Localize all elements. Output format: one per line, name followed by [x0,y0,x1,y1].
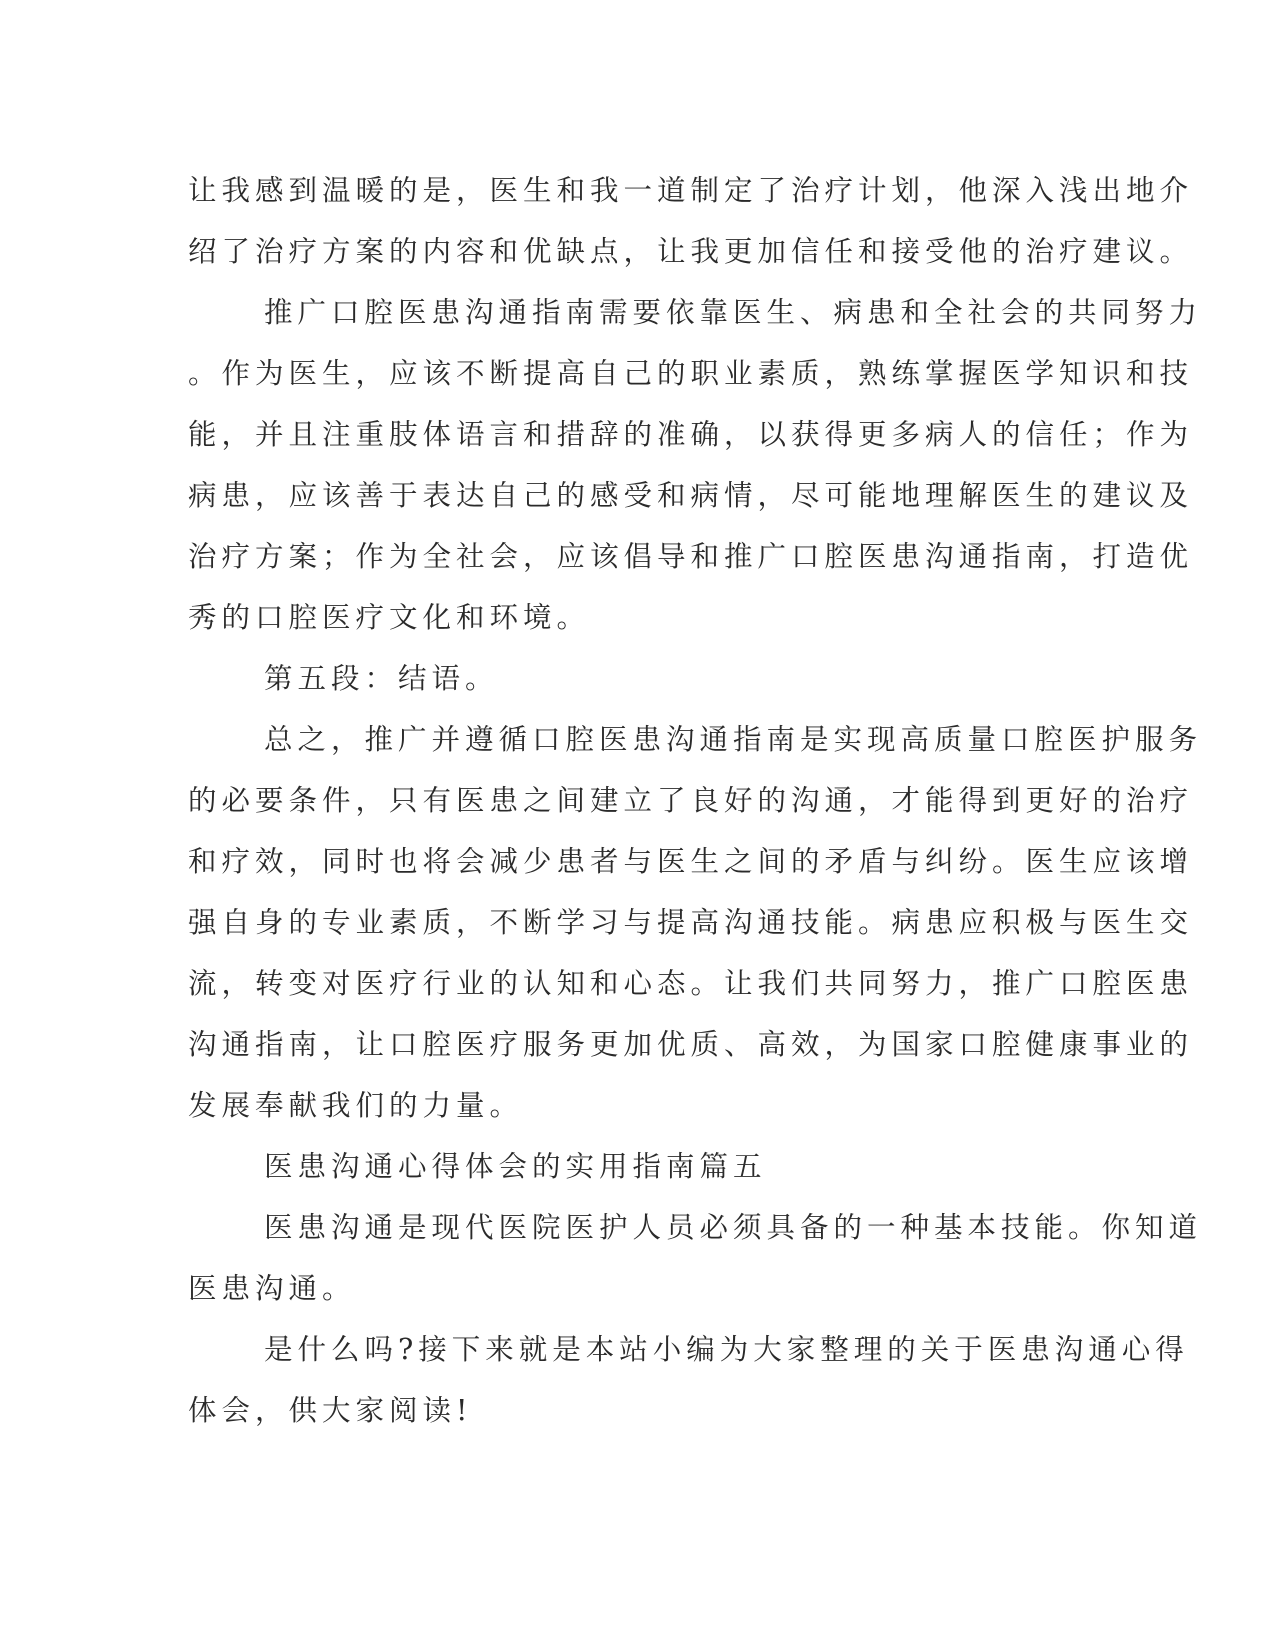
text-line: 强自身的专业素质，不断学习与提高沟通技能。病患应积极与医生交 [188,906,1194,939]
text-line: 发展奉献我们的力量。 [188,1089,524,1122]
article-title: 医患沟通心得体会的实用指南篇五 [264,1150,767,1183]
text-line: 。作为医生，应该不断提高自己的职业素质，熟练掌握医学知识和技 [188,357,1194,390]
text-line: 是什么吗?接下来就是本站小编为大家整理的关于医患沟通心得 [264,1333,1189,1366]
text-line: 能，并且注重肢体语言和措辞的准确，以获得更多病人的信任；作为 [188,418,1194,451]
text-line: 流，转变对医疗行业的认知和心态。让我们共同努力，推广口腔医患 [188,967,1194,1000]
text-line: 病患，应该善于表达自己的感受和病情，尽可能地理解医生的建议及 [188,479,1194,512]
text-line: 体会，供大家阅读! [188,1394,473,1427]
text-line: 和疗效，同时也将会减少患者与医生之间的矛盾与纠纷。医生应该增 [188,845,1194,878]
text-line: 推广口腔医患沟通指南需要依靠医生、病患和全社会的共同努力 [264,296,1203,329]
text-line: 的必要条件，只有医患之间建立了良好的沟通，才能得到更好的治疗 [188,784,1194,817]
text-line: 治疗方案；作为全社会，应该倡导和推广口腔医患沟通指南，打造优 [188,540,1194,573]
text-line: 绍了治疗方案的内容和优缺点，让我更加信任和接受他的治疗建议。 [188,235,1194,268]
body-text [188,160,1203,1441]
section-heading: 第五段：结语。 [264,662,499,695]
text-line: 总之，推广并遵循口腔医患沟通指南是实现高质量口腔医护服务 [264,723,1203,756]
text-line: 秀的口腔医疗文化和环境。 [188,601,591,634]
text-line: 医患沟通是现代医院医护人员必须具备的一种基本技能。你知道 [264,1211,1203,1244]
text-line: 医患沟通。 [188,1272,356,1305]
text-line: 沟通指南，让口腔医疗服务更加优质、高效，为国家口腔健康事业的 [188,1028,1194,1061]
text-line: 让我感到温暖的是，医生和我一道制定了治疗计划，他深入浅出地介 [188,174,1194,207]
